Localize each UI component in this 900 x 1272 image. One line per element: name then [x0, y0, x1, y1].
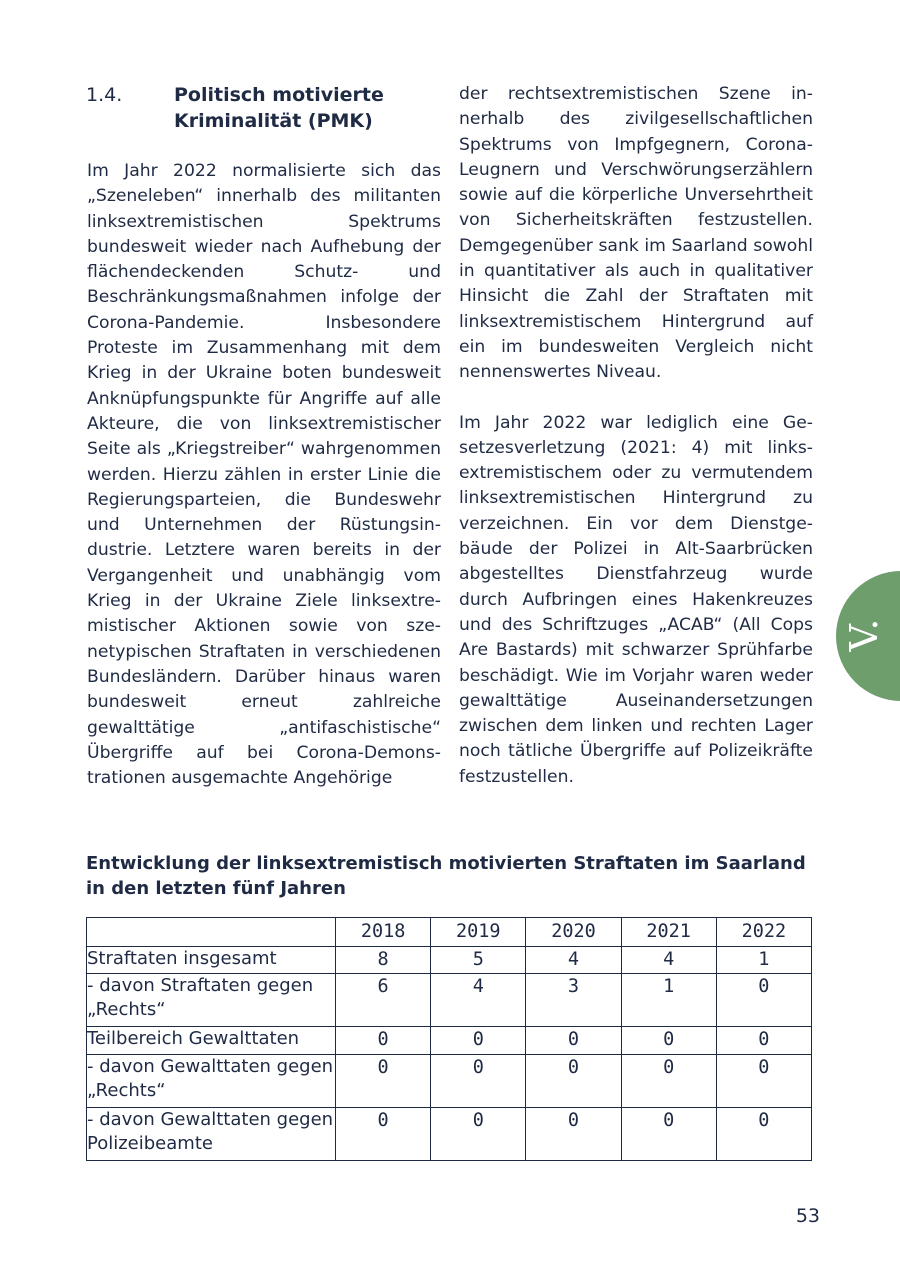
table-corner-cell — [87, 918, 336, 947]
table-cell: 0 — [716, 974, 811, 1027]
table-row — [87, 1055, 812, 1108]
body-paragraph: der rechtsextremistischen Szene innerhalb des zivilgesellschaftlichen Spektrums von Impfgegnern, Corona-Leugnern und Verschwörungserzählern sowie auf die körperliche Unversehrtheit von Sicherheitskräften festzustellen. Demgegenüber sank im Saarland sowohl in quantitativer als auch in qualitativer Hinsicht die Zahl der Straftaten mit linksextremistischem Hintergrund auf ein im bundesweiten Vergleich nicht nennenswertes Niveau. — [459, 84, 813, 383]
table-cell: 0 — [526, 1027, 621, 1055]
row-label: - davon Straftaten gegen „Rechts“ — [87, 974, 336, 1027]
table-row — [87, 947, 812, 974]
table-cell: 8 — [336, 947, 431, 974]
body-paragraph: Im Jahr 2022 war lediglich eine Gesetzesverletzung (2021: 4) mit linksextremistischem oder zu vermutendem linksextremistischen Hintergrund zu verzeichnen. Ein vor dem Dienstgebäude der Polizei in Alt-Saarbrücken abgestelltes Dienstfahrzeug wurde durch Aufbringen eines Hakenkreuzes und des Schriftzuges „ACAB“ (All Cops Are Bastards) mit schwarzer Sprühfarbe beschädigt. Wie im Vorjahr waren weder gewalttätige Auseinandersetzungen zwischen dem linken und rechten Lager noch tätliche Übergriffe auf Polizeikräfte festzustellen. — [459, 412, 813, 787]
table-cell: 3 — [526, 974, 621, 1027]
table-cell: 0 — [621, 1055, 716, 1108]
table-cell: 0 — [716, 1027, 811, 1055]
row-label: - davon Gewalttaten gegen Polizeibeamte — [87, 1108, 336, 1161]
body-column-right — [459, 82, 813, 790]
body-column-left — [87, 159, 441, 791]
table-cell: 0 — [621, 1027, 716, 1055]
table-cell: 0 — [336, 1108, 431, 1161]
table-cell: 0 — [621, 1108, 716, 1161]
table-cell: 0 — [716, 1055, 811, 1108]
year-header: 2019 — [431, 918, 526, 947]
table-cell: 0 — [336, 1055, 431, 1108]
table-cell: 0 — [431, 1055, 526, 1108]
table-cell: 5 — [431, 947, 526, 974]
table-cell: 0 — [526, 1055, 621, 1108]
year-header: 2022 — [716, 918, 811, 947]
table-cell: 4 — [621, 947, 716, 974]
table-cell: 0 — [716, 1108, 811, 1161]
year-header: 2021 — [621, 918, 716, 947]
section-title: Politisch motivierte Kriminalität (PMK) — [174, 84, 384, 132]
row-label: - davon Gewalttaten gegen „Rechts“ — [87, 1055, 336, 1108]
table-cell: 4 — [431, 974, 526, 1027]
table-header-row — [87, 918, 812, 947]
chapter-tab-label: V. — [842, 618, 886, 652]
table-cell: 0 — [526, 1108, 621, 1161]
table-row — [87, 1108, 812, 1161]
table-cell: 0 — [431, 1108, 526, 1161]
row-label: Teilbereich Gewalttaten — [87, 1027, 336, 1055]
table-title: Entwicklung der linksextremistisch motivierten Straftaten im Saarland in den letzten fünf Jahren — [86, 853, 806, 899]
table-row — [87, 974, 812, 1027]
year-header: 2020 — [526, 918, 621, 947]
year-header: 2018 — [336, 918, 431, 947]
row-label: Straftaten insgesamt — [87, 947, 336, 974]
table-cell: 1 — [621, 974, 716, 1027]
table-cell: 1 — [716, 947, 811, 974]
section-number: 1.4. — [86, 84, 123, 106]
statistics-table — [86, 917, 812, 1161]
table-cell: 4 — [526, 947, 621, 974]
table-cell: 6 — [336, 974, 431, 1027]
table-row — [87, 1027, 812, 1055]
table-cell: 0 — [431, 1027, 526, 1055]
page-number: 53 — [795, 1205, 820, 1227]
body-paragraph: Im Jahr 2022 normalisierte sich das „Szeneleben“ innerhalb des militanten linksextremistischen Spektrums bundesweit wieder nach Aufhebung der flächendeckenden Schutz- und Beschränkungsmaßnahmen infolge der Corona-Pandemie. Insbesondere Proteste im Zusammenhang mit dem Krieg in der Ukraine boten bundesweit Anknüpfungspunkte für Angriffe auf alle Akteure, die von linksextremistischer Seite als „Kriegstreiber“ wahrgenommen werden. Hierzu zählen in erster Linie die Regierungsparteien, die Bundeswehr und Unternehmen der Rüstungsindustrie. Letztere waren bereits in der Vergangenheit und unabhängig vom Krieg in der Ukraine Ziele linksextremistischer Aktionen sowie von szenetypischen Straftaten in verschiedenen Bundesländern. Darüber hinaus waren bundesweit erneut zahlreiche gewalttätige „antifaschistische“ Übergriffe auf bei Corona-Demonstrationen ausgemachte Angehörige — [87, 161, 441, 789]
table-cell: 0 — [336, 1027, 431, 1055]
